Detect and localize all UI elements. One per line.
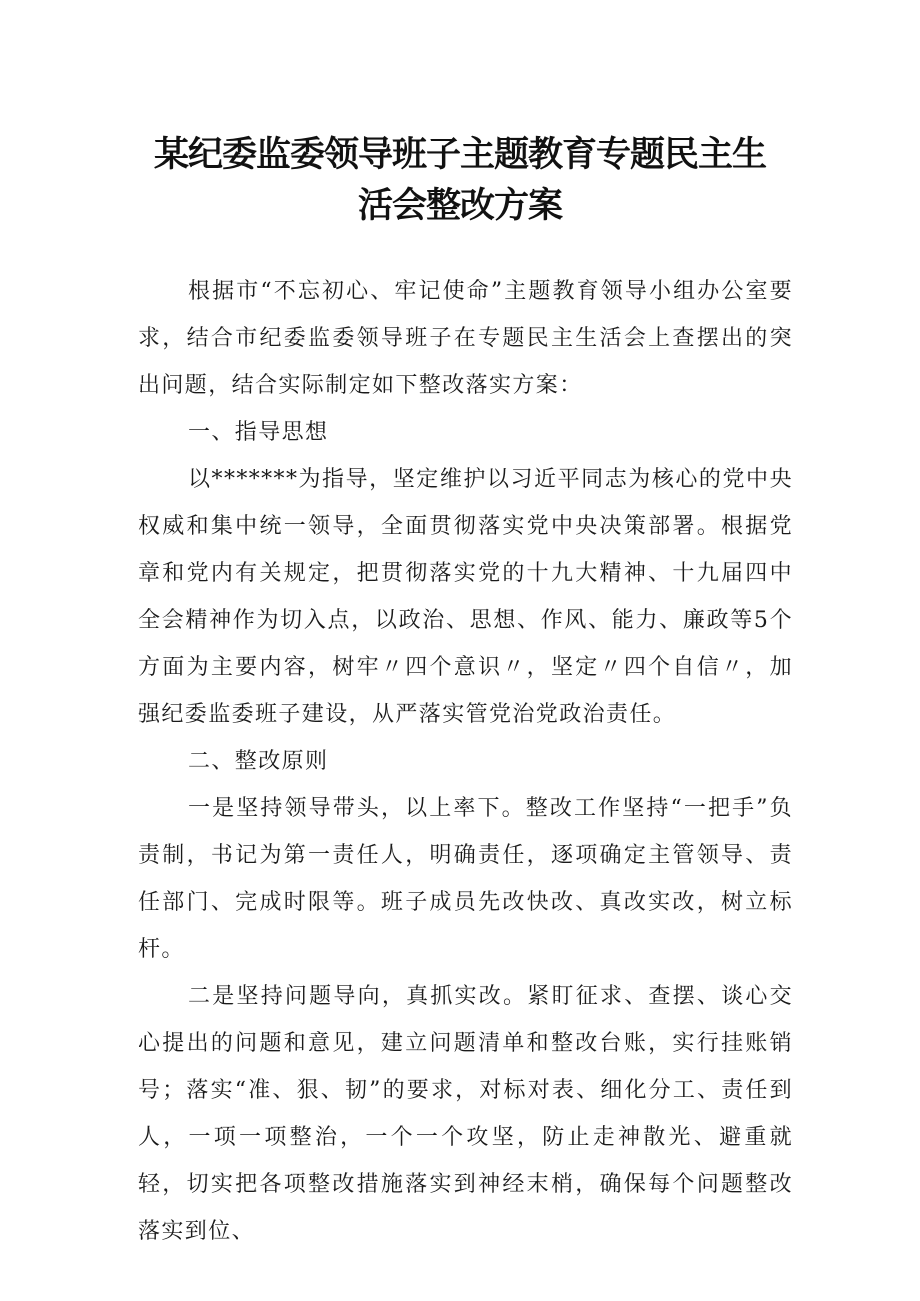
section-heading-rectification-principles: 二、整改原则 — [188, 749, 329, 774]
document-title-line-2: 活会整改方案 — [357, 186, 562, 226]
section-heading-guiding-ideology: 一、指导思想 — [188, 420, 329, 445]
principle-two-paragraph: 二是坚持问题导向，真抓实改。紧盯征求、查摆、谈心交心提出的问题和意见，建立问题清单和整改台账，实行挂账销号；落实“准、狠、韧”的要求，对标对表、细化分工、责任到人，一项一项整治，一个一个攻坚，防止走神散光、避重就轻，切实把各项整改措施落实到神经末梢，确保每个问题整改落实到位、 — [138, 984, 793, 1244]
guiding-ideology-paragraph: 以*******为指导，坚定维护以习近平同志为核心的党中央权威和集中统一领导，全面贯彻落实党中央决策部署。根据党章和党内有关规定，把贯彻落实党的十九大精神、十九届四中全会精神作为切入点，以政治、思想、作风、能力、廉政等5个方面为主要内容，树牢〃四个意识〃，坚定〃四个自信〃，加强纪委监委班子建设，从严落实管党治党政治责任。 — [138, 467, 793, 727]
principle-one-paragraph: 一是坚持领导带头，以上率下。整改工作坚持“一把手”负责制，书记为第一责任人，明确责任，逐项确定主管领导、责任部门、完成时限等。班子成员先改快改、真改实改，树立标杆。 — [138, 796, 793, 962]
intro-paragraph: 根据市“不忘初心、牢记使命”主题教育领导小组办公室要求，结合市纪委监委领导班子在专题民主生活会上查摆出的突出问题，结合实际制定如下整改落实方案： — [138, 279, 793, 398]
document-title-line-1: 某纪委监委领导班子主题教育专题民主生 — [153, 135, 766, 175]
document-body — [138, 268, 793, 1255]
